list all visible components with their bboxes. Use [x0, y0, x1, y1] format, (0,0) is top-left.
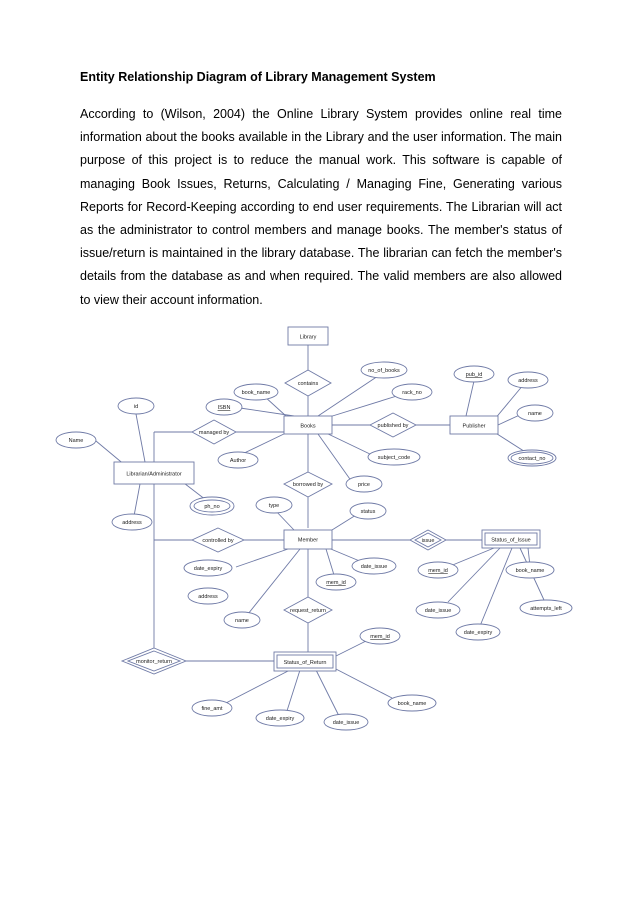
attr-pub-name [517, 405, 553, 421]
attr-lib-address [112, 514, 152, 530]
svg-text:fine_amt: fine_amt [201, 706, 223, 712]
attr-issue-mem-id [418, 562, 458, 578]
svg-text:request_return: request_return [290, 608, 326, 614]
entity-library [288, 327, 328, 345]
attr-author [218, 452, 258, 468]
attr-mem-id [316, 574, 356, 590]
svg-text:mem_id: mem_id [326, 580, 346, 586]
attr-status [350, 503, 386, 519]
attr-member-address [188, 588, 228, 604]
attr-isbn [206, 399, 242, 415]
svg-text:contains: contains [297, 381, 319, 387]
svg-text:date_expiry: date_expiry [265, 716, 295, 722]
svg-text:rack_no: rack_no [402, 390, 422, 396]
svg-text:managed by: managed by [198, 430, 230, 436]
svg-text:issue: issue [421, 538, 435, 544]
relationship-monitor-return [122, 648, 186, 674]
entity-member [284, 530, 332, 549]
attr-return-mem-id [360, 628, 400, 644]
relationship-borrowed-by [284, 472, 332, 497]
svg-text:Publisher: Publisher [462, 423, 486, 430]
svg-text:book_name: book_name [515, 568, 545, 574]
attr-price [346, 476, 382, 492]
svg-text:Books: Books [300, 423, 316, 430]
attr-issue-book-name [506, 562, 554, 578]
svg-text:ph_no: ph_no [204, 504, 220, 510]
svg-text:contact_no: contact_no [518, 456, 546, 462]
svg-text:pub_id: pub_id [465, 372, 483, 378]
svg-text:Status_of_Return: Status_of_Return [283, 660, 327, 666]
attr-type [256, 497, 292, 513]
svg-text:name: name [528, 411, 542, 417]
svg-text:address: address [518, 378, 538, 384]
attr-issue-date-expiry [456, 624, 500, 640]
svg-text:subject_code: subject_code [377, 455, 411, 461]
relationship-published-by [370, 413, 416, 437]
attr-no-of-books [361, 362, 407, 378]
svg-text:Status_of_Issue: Status_of_Issue [491, 537, 531, 544]
attr-lib-id [118, 398, 154, 414]
attr-return-fine-amt [192, 700, 232, 716]
relationship-managed-by [192, 420, 236, 444]
entity-publisher [450, 416, 498, 434]
attr-issue-attempts-left [520, 600, 572, 616]
intro-paragraph: According to (Wilson, 2004) the Online Library System provides online real time information about the books available in the Library and the user information. The main purpose of this project is to reduce the manual work. This software is capable of managing Book Issues, Returns, Calculating / Managing Fine, Generating various Reports for Record-Keeping according to end user requirements. The Librarian will act as the administrator to control members and manage books. The member's status of issue/return is maintained in the library database. The librarian can fetch the member's details from the database as and when required. The valid members are also allowed to view their account information. [80, 107, 562, 307]
attr-ph-no [190, 497, 234, 515]
svg-text:name: name [235, 618, 249, 624]
svg-text:Librarian/Administrator: Librarian/Administrator [126, 471, 182, 478]
relationship-controlled-by [192, 528, 244, 552]
svg-text:status: status [360, 509, 376, 515]
svg-text:borrowed by: borrowed by [292, 482, 324, 488]
svg-text:mem_id: mem_id [428, 568, 448, 574]
svg-text:Library: Library [299, 334, 317, 341]
entity-books [284, 416, 332, 434]
svg-text:type: type [268, 503, 280, 509]
svg-text:date_expiry: date_expiry [463, 630, 493, 636]
svg-text:mem_id: mem_id [370, 634, 390, 640]
attr-pub-id [454, 366, 494, 382]
attr-pub-address [508, 372, 548, 388]
svg-text:Member: Member [297, 537, 319, 544]
svg-text:date_expiry: date_expiry [193, 566, 223, 572]
svg-text:address: address [198, 594, 218, 600]
svg-text:ISBN: ISBN [217, 405, 231, 411]
svg-text:date_issue: date_issue [424, 608, 452, 614]
entity-librarian [114, 462, 194, 484]
svg-text:monitor_return: monitor_return [136, 659, 172, 665]
svg-text:attempts_left: attempts_left [530, 606, 562, 612]
svg-text:published by: published by [377, 423, 409, 429]
svg-text:Name: Name [68, 438, 84, 444]
attr-contact-no [508, 450, 556, 466]
attr-return-date-expiry [256, 710, 304, 726]
attr-return-book-name [388, 695, 436, 711]
attr-book-name [234, 384, 278, 400]
attr-member-date-issue [352, 558, 396, 574]
relationship-contains [285, 370, 331, 396]
svg-text:book_name: book_name [241, 390, 271, 396]
relationship-request-return [284, 597, 332, 623]
page-title: Entity Relationship Diagram of Library Management System [80, 70, 436, 84]
attr-subject-code [368, 449, 420, 465]
attr-member-name [224, 612, 260, 628]
attr-return-date-issue [324, 714, 368, 730]
svg-text:date_issue: date_issue [332, 720, 360, 726]
entity-status-of-return [274, 652, 336, 671]
attr-issue-date-issue [416, 602, 460, 618]
attr-rack-no [392, 384, 432, 400]
svg-text:controlled by: controlled by [202, 538, 234, 544]
svg-text:Author: Author [229, 458, 247, 464]
svg-text:no_of_books: no_of_books [368, 368, 400, 374]
attr-lib-name [56, 432, 96, 448]
attr-member-date-expiry [184, 560, 232, 576]
svg-text:book_name: book_name [397, 701, 427, 707]
relationship-issue [410, 530, 446, 550]
entity-status-of-issue [482, 530, 540, 548]
svg-text:address: address [122, 520, 142, 526]
svg-text:id: id [133, 404, 139, 410]
svg-text:price: price [358, 482, 370, 488]
svg-text:date_issue: date_issue [360, 564, 388, 570]
